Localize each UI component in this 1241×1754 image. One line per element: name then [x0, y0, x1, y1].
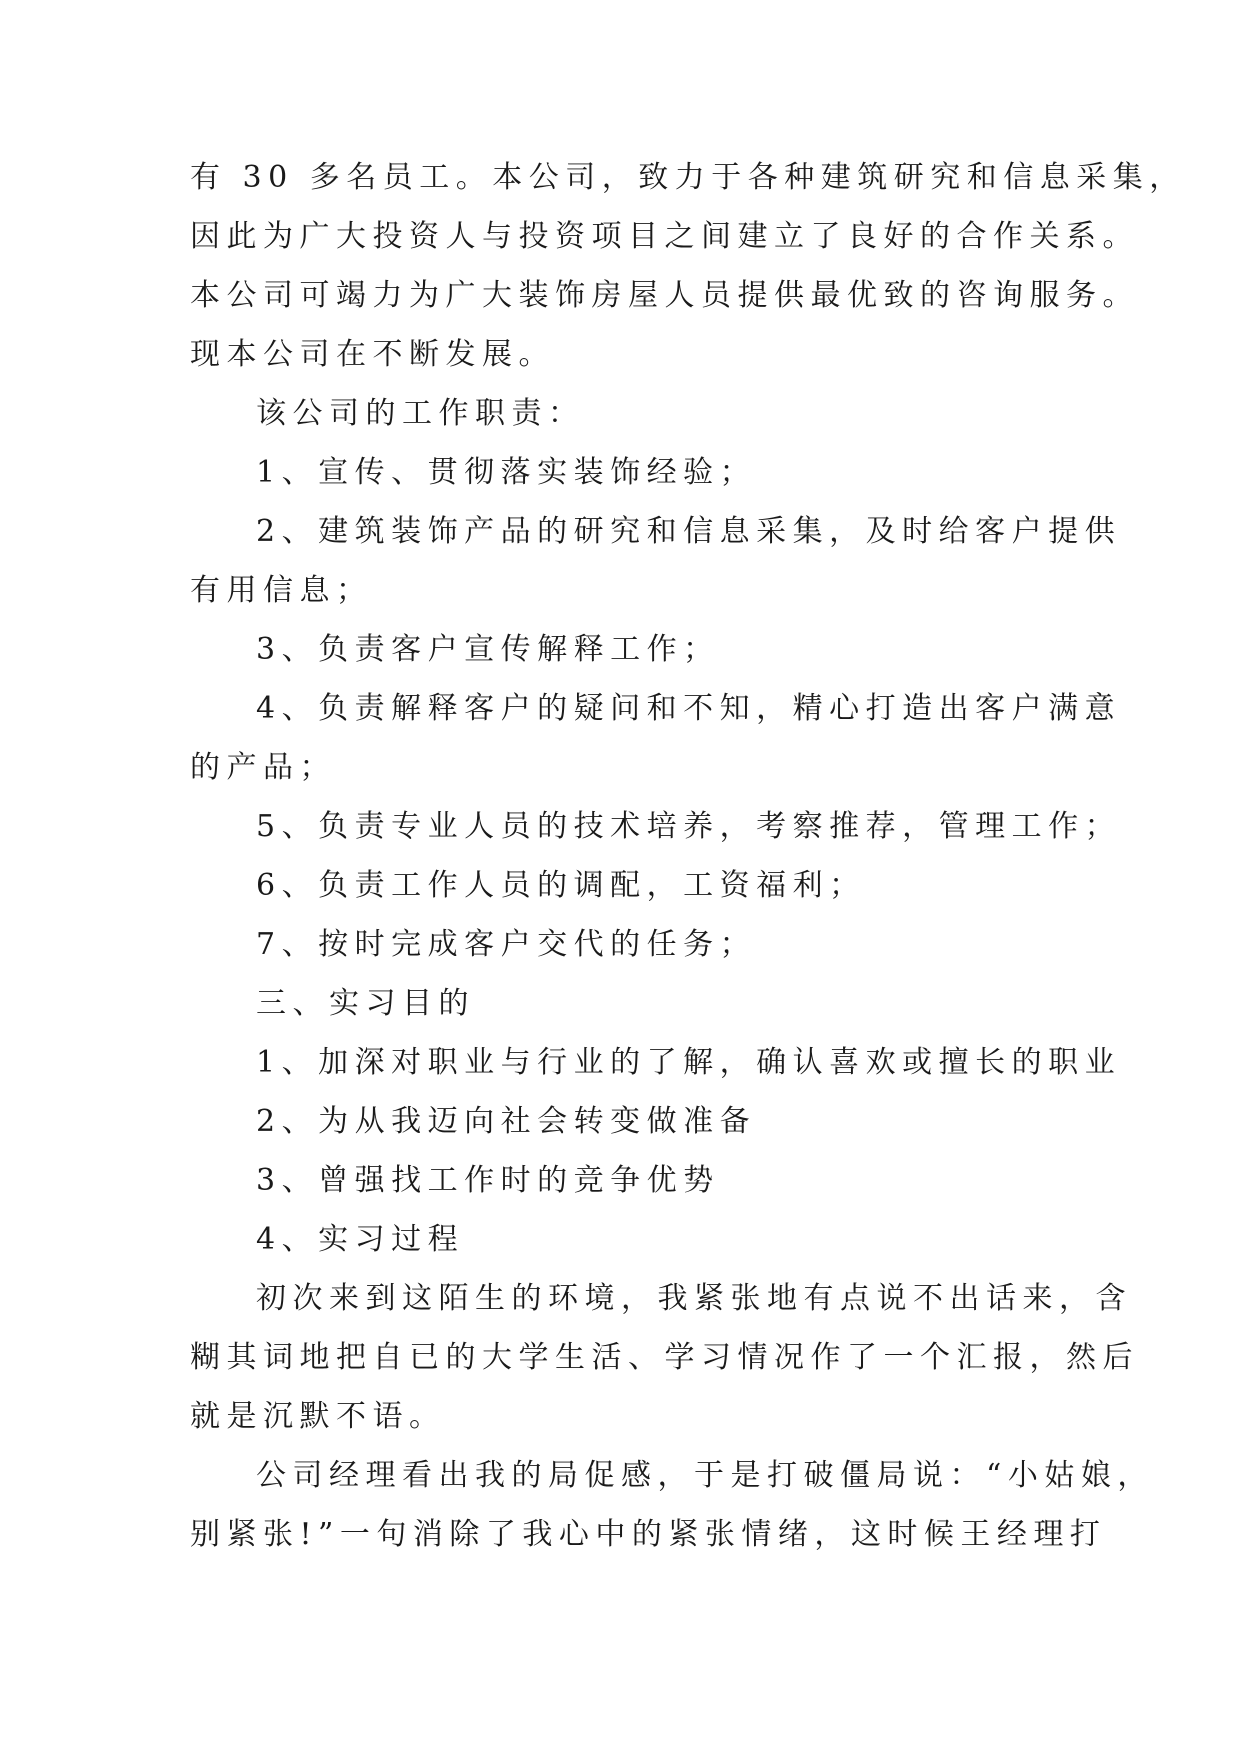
list-item-purpose-2: 2、为从我迈向社会转变做准备: [256, 1104, 757, 1139]
text-line: 公司经理看出我的局促感，于是打破僵局说：“小姑娘，: [256, 1458, 1154, 1493]
heading-process: 4、实习过程: [256, 1222, 465, 1257]
text-line: 有用信息；: [190, 573, 373, 608]
text-line: 有 30 多名员工。本公司，致力于各种建筑研究和信息采集，: [190, 160, 1186, 195]
text-line: 初次来到这陌生的环境，我紧张地有点说不出话来，含: [256, 1281, 1132, 1316]
list-item-duty-2: [190, 512, 1122, 611]
text-line: 别紧张!”一句消除了我心中的紧张情绪，这时候王经理打: [190, 1517, 1107, 1552]
paragraph-process-2: [190, 1456, 1154, 1555]
list-item-duty-1: 1、宣传、贯彻落实装饰经验；: [256, 455, 757, 490]
paragraph-company-intro: [190, 158, 1186, 375]
text-line: 的产品；: [190, 750, 336, 785]
text-line: 现本公司在不断发展。: [190, 337, 555, 372]
text-line: 4、负责解释客户的疑问和不知，精心打造出客户满意: [256, 691, 1122, 726]
list-item-duty-6: 6、负责工作人员的调配，工资福利；: [256, 868, 866, 903]
text-line: 就是沉默不语。: [190, 1399, 446, 1434]
heading-duties: 该公司的工作职责：: [256, 396, 585, 431]
heading-purpose: 三、实习目的: [256, 986, 475, 1021]
list-item-duty-7: 7、按时完成客户交代的任务；: [256, 927, 757, 962]
text-line: 因此为广大投资人与投资项目之间建立了良好的合作关系。: [190, 219, 1139, 254]
list-item-purpose-3: 3、曾强找工作时的竞争优势: [256, 1163, 720, 1198]
text-line: 糊其词地把自已的大学生活、学习情况作了一个汇报，然后: [190, 1340, 1139, 1375]
text-line: 本公司可竭力为广大装饰房屋人员提供最优致的咨询服务。: [190, 278, 1139, 313]
text-line: 2、建筑装饰产品的研究和信息采集，及时给客户提供: [256, 514, 1122, 549]
list-item-duty-5: 5、负责专业人员的技术培养，考察推荐，管理工作；: [256, 809, 1122, 844]
list-item-duty-3: 3、负责客户宣传解释工作；: [256, 632, 720, 667]
document-body: [190, 158, 1186, 1555]
list-item-duty-4: [190, 689, 1122, 788]
paragraph-process-1: [190, 1279, 1139, 1437]
list-item-purpose-1: 1、加深对职业与行业的了解，确认喜欢或擅长的职业: [256, 1045, 1122, 1080]
